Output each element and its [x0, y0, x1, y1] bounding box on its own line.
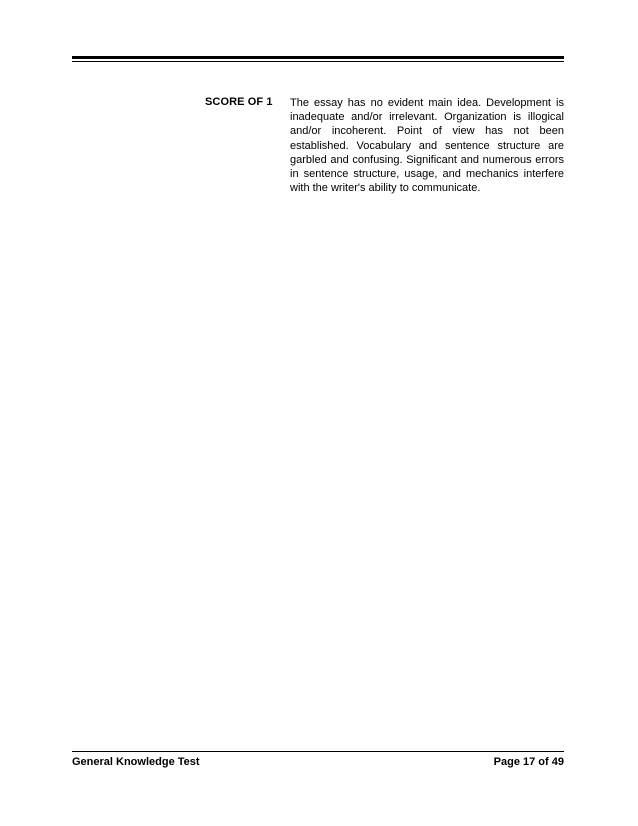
score-label: SCORE OF 1	[205, 96, 273, 108]
page-number: Page 17 of 49	[493, 756, 564, 768]
footer-rule	[72, 751, 564, 752]
score-description: The essay has no evident main idea. Development is inadequate and/or irrelevant. Organization is illogical and/or incoherent. Point of view has not been established. Vocabulary and sentence structure are garbled and confusing. Significant and numerous errors in sentence structure, usage, and mechanics interfere with the writer's ability to communicate.	[290, 97, 564, 195]
header-rule-thin	[72, 61, 564, 62]
header-rule-thick	[72, 56, 564, 59]
footer-title: General Knowledge Test	[72, 756, 200, 768]
